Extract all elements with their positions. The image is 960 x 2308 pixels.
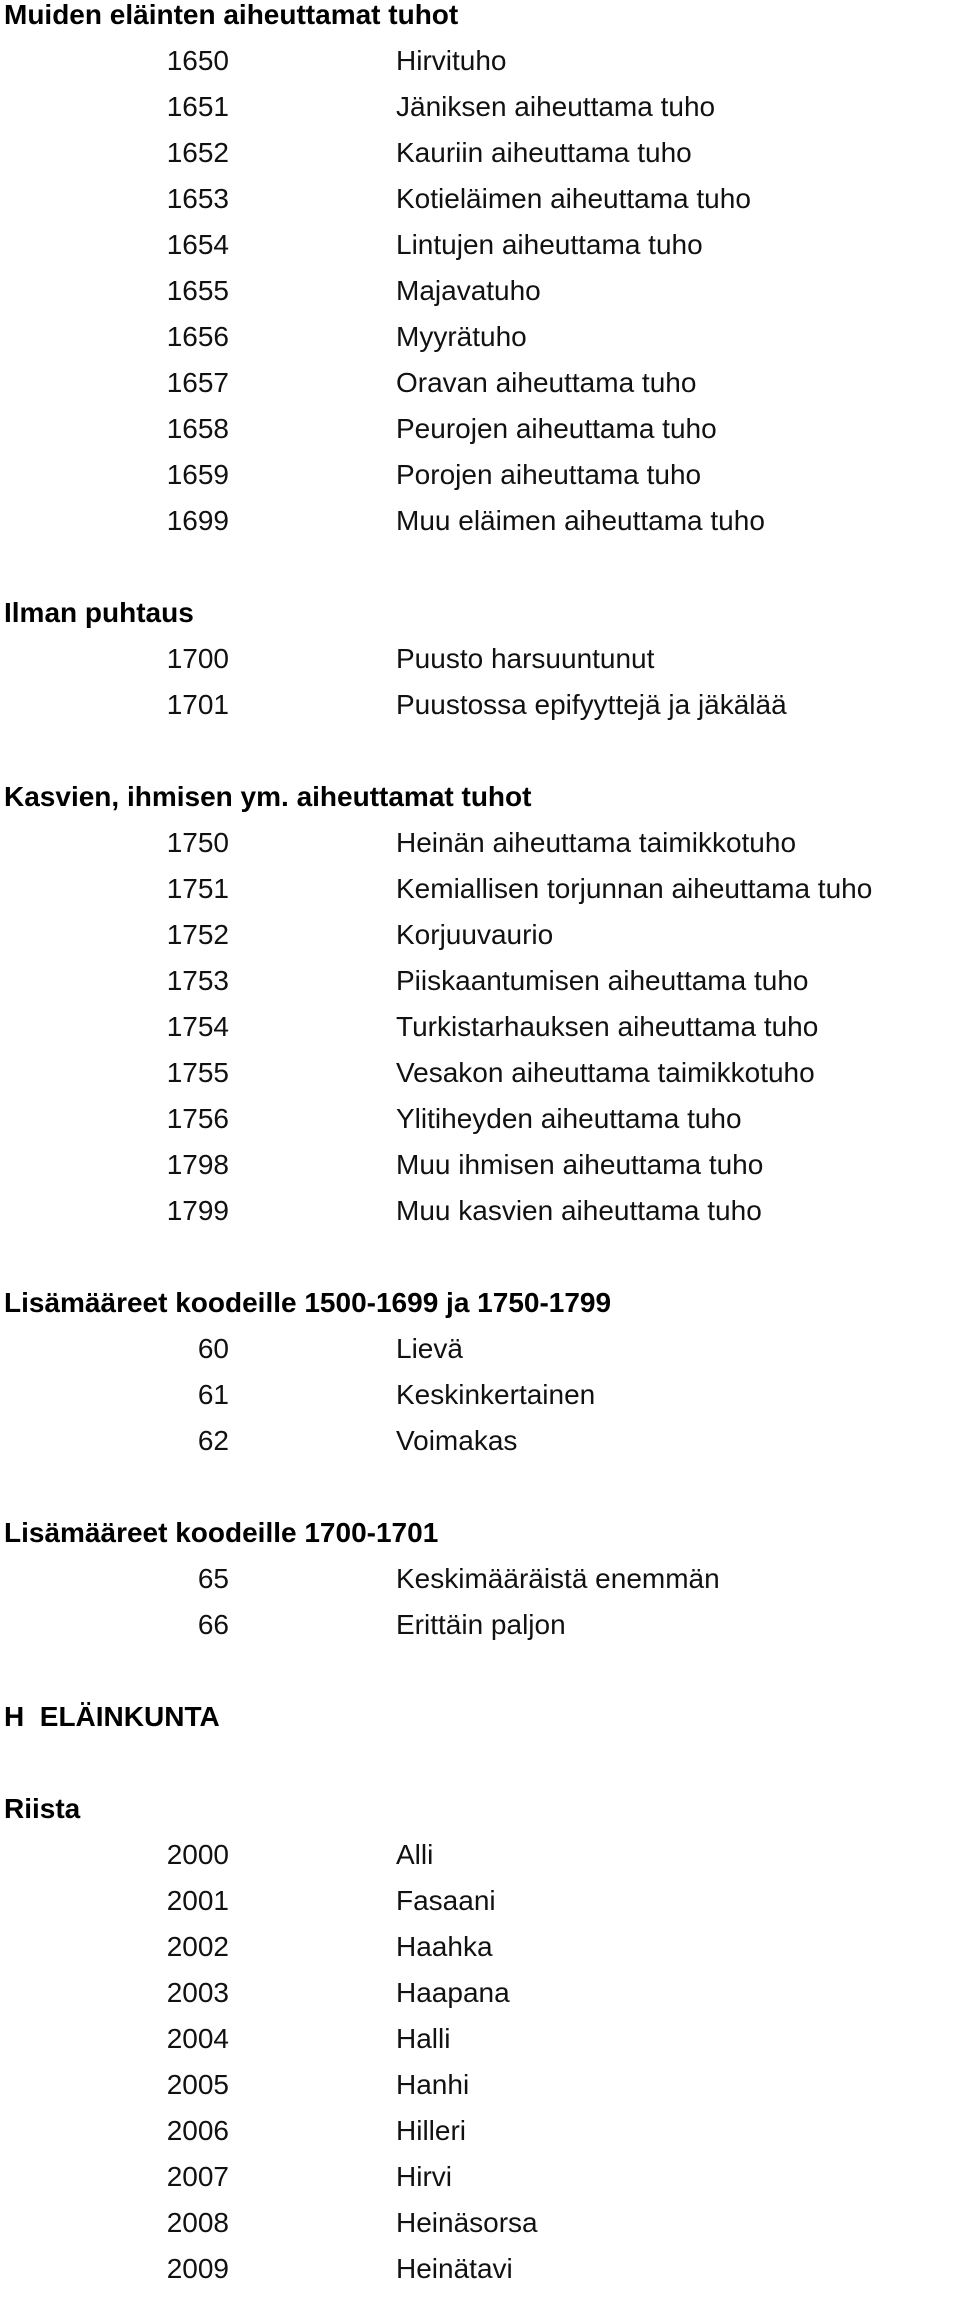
item-code: 2003 (166, 1977, 229, 2008)
list-item (0, 825, 960, 871)
list-item (0, 273, 960, 319)
item-label: Hilleri (396, 2115, 466, 2146)
item-label: Heinätavi (396, 2253, 513, 2284)
list-item (0, 1929, 960, 1975)
list-item (0, 687, 960, 733)
item-label: Korjuuvaurio (396, 919, 554, 950)
list-item (0, 1837, 960, 1883)
list-item (0, 917, 960, 963)
item-label: Heinäsorsa (396, 2207, 538, 2238)
item-label: Peurojen aiheuttama tuho (396, 413, 717, 444)
item-code: 1752 (166, 919, 229, 950)
list-item (0, 2113, 960, 2159)
item-label: Halli (396, 2023, 451, 2054)
list-item (0, 227, 960, 273)
section-heading: Lisämääreet koodeille 1500-1699 ja 1750-1799 (4, 1287, 612, 1318)
list-item (0, 2205, 960, 2251)
item-label: Muu ihmisen aiheuttama tuho (396, 1149, 764, 1180)
item-code: 1799 (166, 1195, 229, 1226)
list-item (0, 319, 960, 365)
item-code: 2005 (166, 2069, 229, 2100)
item-code: 1756 (166, 1103, 229, 1134)
list-item (0, 1377, 960, 1423)
item-code: 2001 (166, 1885, 229, 1916)
item-code: 1798 (166, 1149, 229, 1180)
list-item (0, 1009, 960, 1055)
item-label: Lintujen aiheuttama tuho (396, 229, 703, 260)
item-code: 66 (197, 1609, 229, 1640)
item-code: 1750 (166, 827, 229, 858)
section-heading: Ilman puhtaus (4, 597, 194, 628)
item-label: Hanhi (396, 2069, 470, 2100)
item-code: 1656 (166, 321, 229, 352)
item-code: 1651 (166, 91, 229, 122)
item-code: 1650 (166, 45, 229, 76)
item-code: 2008 (166, 2207, 229, 2238)
list-item (0, 2067, 960, 2113)
item-code: 1657 (166, 367, 229, 398)
section-heading: Muiden eläinten aiheuttamat tuhot (4, 0, 459, 30)
item-code: 1652 (166, 137, 229, 168)
item-label: Piiskaantumisen aiheuttama tuho (396, 965, 809, 996)
item-label: Hirvituho (396, 45, 507, 76)
item-label: Fasaani (396, 1885, 496, 1916)
item-code: 1701 (166, 689, 229, 720)
item-label: Voimakas (396, 1425, 518, 1456)
item-label: Puustossa epifyyttejä ja jäkälää (396, 689, 787, 720)
item-label: Erittäin paljon (396, 1609, 566, 1640)
item-label: Turkistarhauksen aiheuttama tuho (396, 1011, 819, 1042)
item-code: 1754 (166, 1011, 229, 1042)
item-code: 2000 (166, 1839, 229, 1870)
item-code: 1658 (166, 413, 229, 444)
list-item (0, 871, 960, 917)
list-item (0, 1055, 960, 1101)
item-label: Kotieläimen aiheuttama tuho (396, 183, 751, 214)
item-code: 60 (197, 1333, 229, 1364)
list-item (0, 503, 960, 549)
section-heading: Lisämääreet koodeille 1700-1701 (4, 1517, 439, 1548)
item-code: 1654 (166, 229, 229, 260)
item-label: Myyrätuho (396, 321, 527, 352)
item-label: Haahka (396, 1931, 493, 1962)
list-item (0, 1883, 960, 1929)
list-item (0, 1101, 960, 1147)
item-label: Heinän aiheuttama taimikkotuho (396, 827, 797, 858)
item-code: 1753 (166, 965, 229, 996)
section-heading: Kasvien, ihmisen ym. aiheuttamat tuhot (4, 781, 532, 812)
section-heading: Riista (4, 1793, 81, 1824)
list-item (0, 2021, 960, 2067)
item-code: 2009 (166, 2253, 229, 2284)
list-item (0, 181, 960, 227)
list-item (0, 365, 960, 411)
item-code: 2006 (166, 2115, 229, 2146)
list-item (0, 2159, 960, 2205)
item-label: Kemiallisen torjunnan aiheuttama tuho (396, 873, 873, 904)
list-item (0, 43, 960, 89)
item-code: 1653 (166, 183, 229, 214)
list-item (0, 1423, 960, 1469)
list-item (0, 135, 960, 181)
list-item (0, 1147, 960, 1193)
item-code: 1755 (166, 1057, 229, 1088)
item-label: Lievä (396, 1333, 463, 1364)
item-label: Porojen aiheuttama tuho (396, 459, 702, 490)
item-code: 1700 (166, 643, 229, 674)
item-code: 1751 (166, 873, 229, 904)
list-item (0, 89, 960, 135)
item-label: Muu kasvien aiheuttama tuho (396, 1195, 762, 1226)
item-code: 61 (197, 1379, 229, 1410)
item-label: Keskimääräistä enemmän (396, 1563, 720, 1594)
item-code: 2002 (166, 1931, 229, 1962)
list-item (0, 963, 960, 1009)
item-label: Oravan aiheuttama tuho (396, 367, 697, 398)
item-code: 1699 (166, 505, 229, 536)
item-label: Hirvi (396, 2161, 452, 2192)
list-item (0, 1331, 960, 1377)
item-code: 2004 (166, 2023, 229, 2054)
item-label: Keskinkertainen (396, 1379, 596, 1410)
list-item (0, 2251, 960, 2297)
item-code: 2007 (166, 2161, 229, 2192)
list-item (0, 1193, 960, 1239)
list-item (0, 1975, 960, 2021)
item-code: 1655 (166, 275, 229, 306)
section-heading: H ELÄINKUNTA (4, 1701, 220, 1732)
item-label: Alli (396, 1839, 434, 1870)
item-label: Puusto harsuuntunut (396, 643, 655, 674)
item-label: Ylitiheyden aiheuttama tuho (396, 1103, 742, 1134)
item-label: Kauriin aiheuttama tuho (396, 137, 692, 168)
item-code: 65 (197, 1563, 229, 1594)
list-item (0, 411, 960, 457)
item-code: 1659 (166, 459, 229, 490)
list-item (0, 1561, 960, 1607)
item-label: Jäniksen aiheuttama tuho (396, 91, 716, 122)
item-label: Majavatuho (396, 275, 541, 306)
list-item (0, 641, 960, 687)
list-item (0, 1607, 960, 1653)
item-label: Vesakon aiheuttama taimikkotuho (396, 1057, 815, 1088)
item-label: Haapana (396, 1977, 510, 2008)
list-item (0, 457, 960, 503)
item-code: 62 (197, 1425, 229, 1456)
item-label: Muu eläimen aiheuttama tuho (396, 505, 765, 536)
